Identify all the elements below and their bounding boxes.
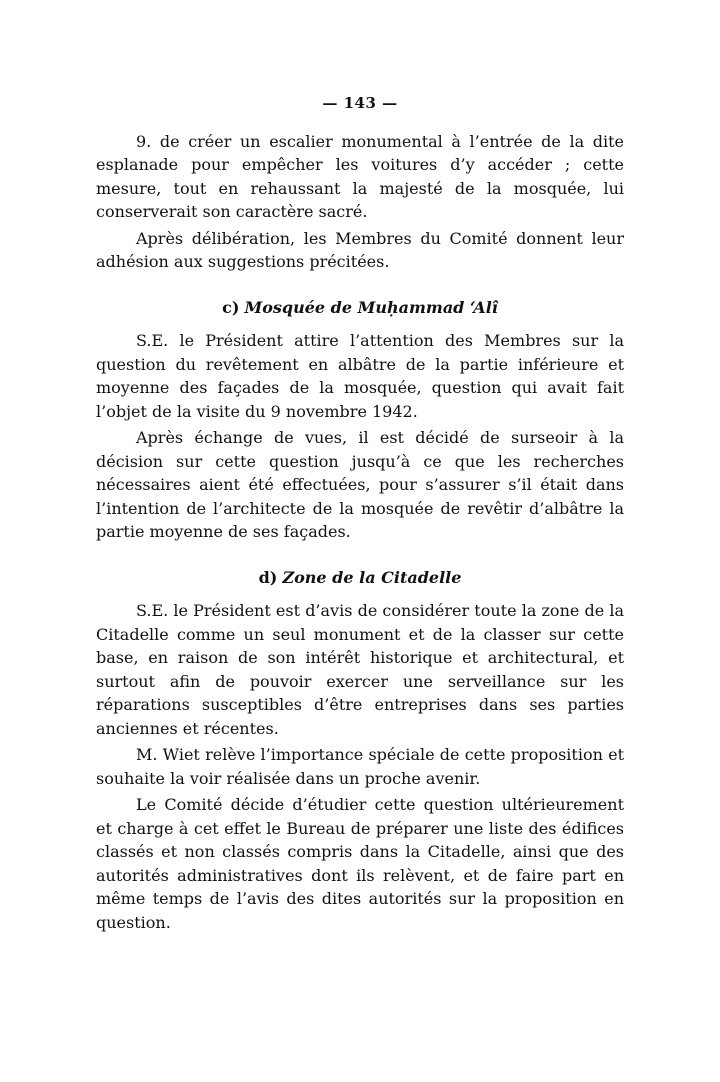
section-c-letter: c): [222, 297, 240, 317]
intro-block: [96, 130, 624, 274]
paragraph: S.E. le Président attire l’attention des Membres sur la question du revêtement en albâtre de la partie inférieure et moyenne des façades de la mosquée, question qui avait fait l’objet de la visite du 9 novembre 1942.: [96, 331, 624, 421]
section-d-heading: [96, 566, 624, 590]
paragraph: S.E. le Président est d’avis de considérer toute la zone de la Citadelle comme un seul monument et de la classer sur cette base, en raison de son intérêt historique et architectural, et surtout afin de pouvoir exercer une serveillance sur les réparations susceptibles d’être entreprises dans ses parties anciennes et récentes.: [96, 601, 624, 738]
paragraph: Après échange de vues, il est décidé de surseoir à la décision sur cette question jusqu’à ce que les recherches nécessaires aient été effectuées, pour s’assurer s’il était dans l’intention de l’architecte de la mosquée de revêtir d’albâtre la partie moyenne de ses façades.: [96, 428, 624, 541]
paragraph-item-9: 9. de créer un escalier monumental à l’entrée de la dite esplanade pour empêcher les voitures d’y accéder ; cette mesure, tout en rehaussant la majesté de la mosquée, lui conserverait son caractère sacré.: [96, 131, 624, 221]
section-d-letter: d): [258, 567, 278, 587]
section-d-body: [96, 599, 624, 934]
section-c-body: [96, 329, 624, 544]
paragraph: M. Wiet relève l’importance spéciale de cette proposition et souhaite la voir réalisée dans un proche avenir.: [96, 745, 624, 788]
page-number: — 143 —: [322, 94, 398, 112]
paragraph: Le Comité décide d’étudier cette question ultérieurement et charge à cet effet le Bureau de préparer une liste des édifices classés et non classés compris dans la Citadelle, ainsi que des autorités administratives dont ils relèvent, et de faire part en même temps de l’avis des dites autorités sur la proposition en question.: [96, 795, 624, 932]
paragraph-deliberation: Après délibération, les Membres du Comité donnent leur adhésion aux suggestions précitées.: [96, 228, 624, 271]
section-d-title: Zone de la Citadelle: [282, 567, 462, 587]
section-c-title: Mosquée de Muḥammad ‘Alî: [244, 297, 498, 317]
section-c-heading: [96, 296, 624, 320]
